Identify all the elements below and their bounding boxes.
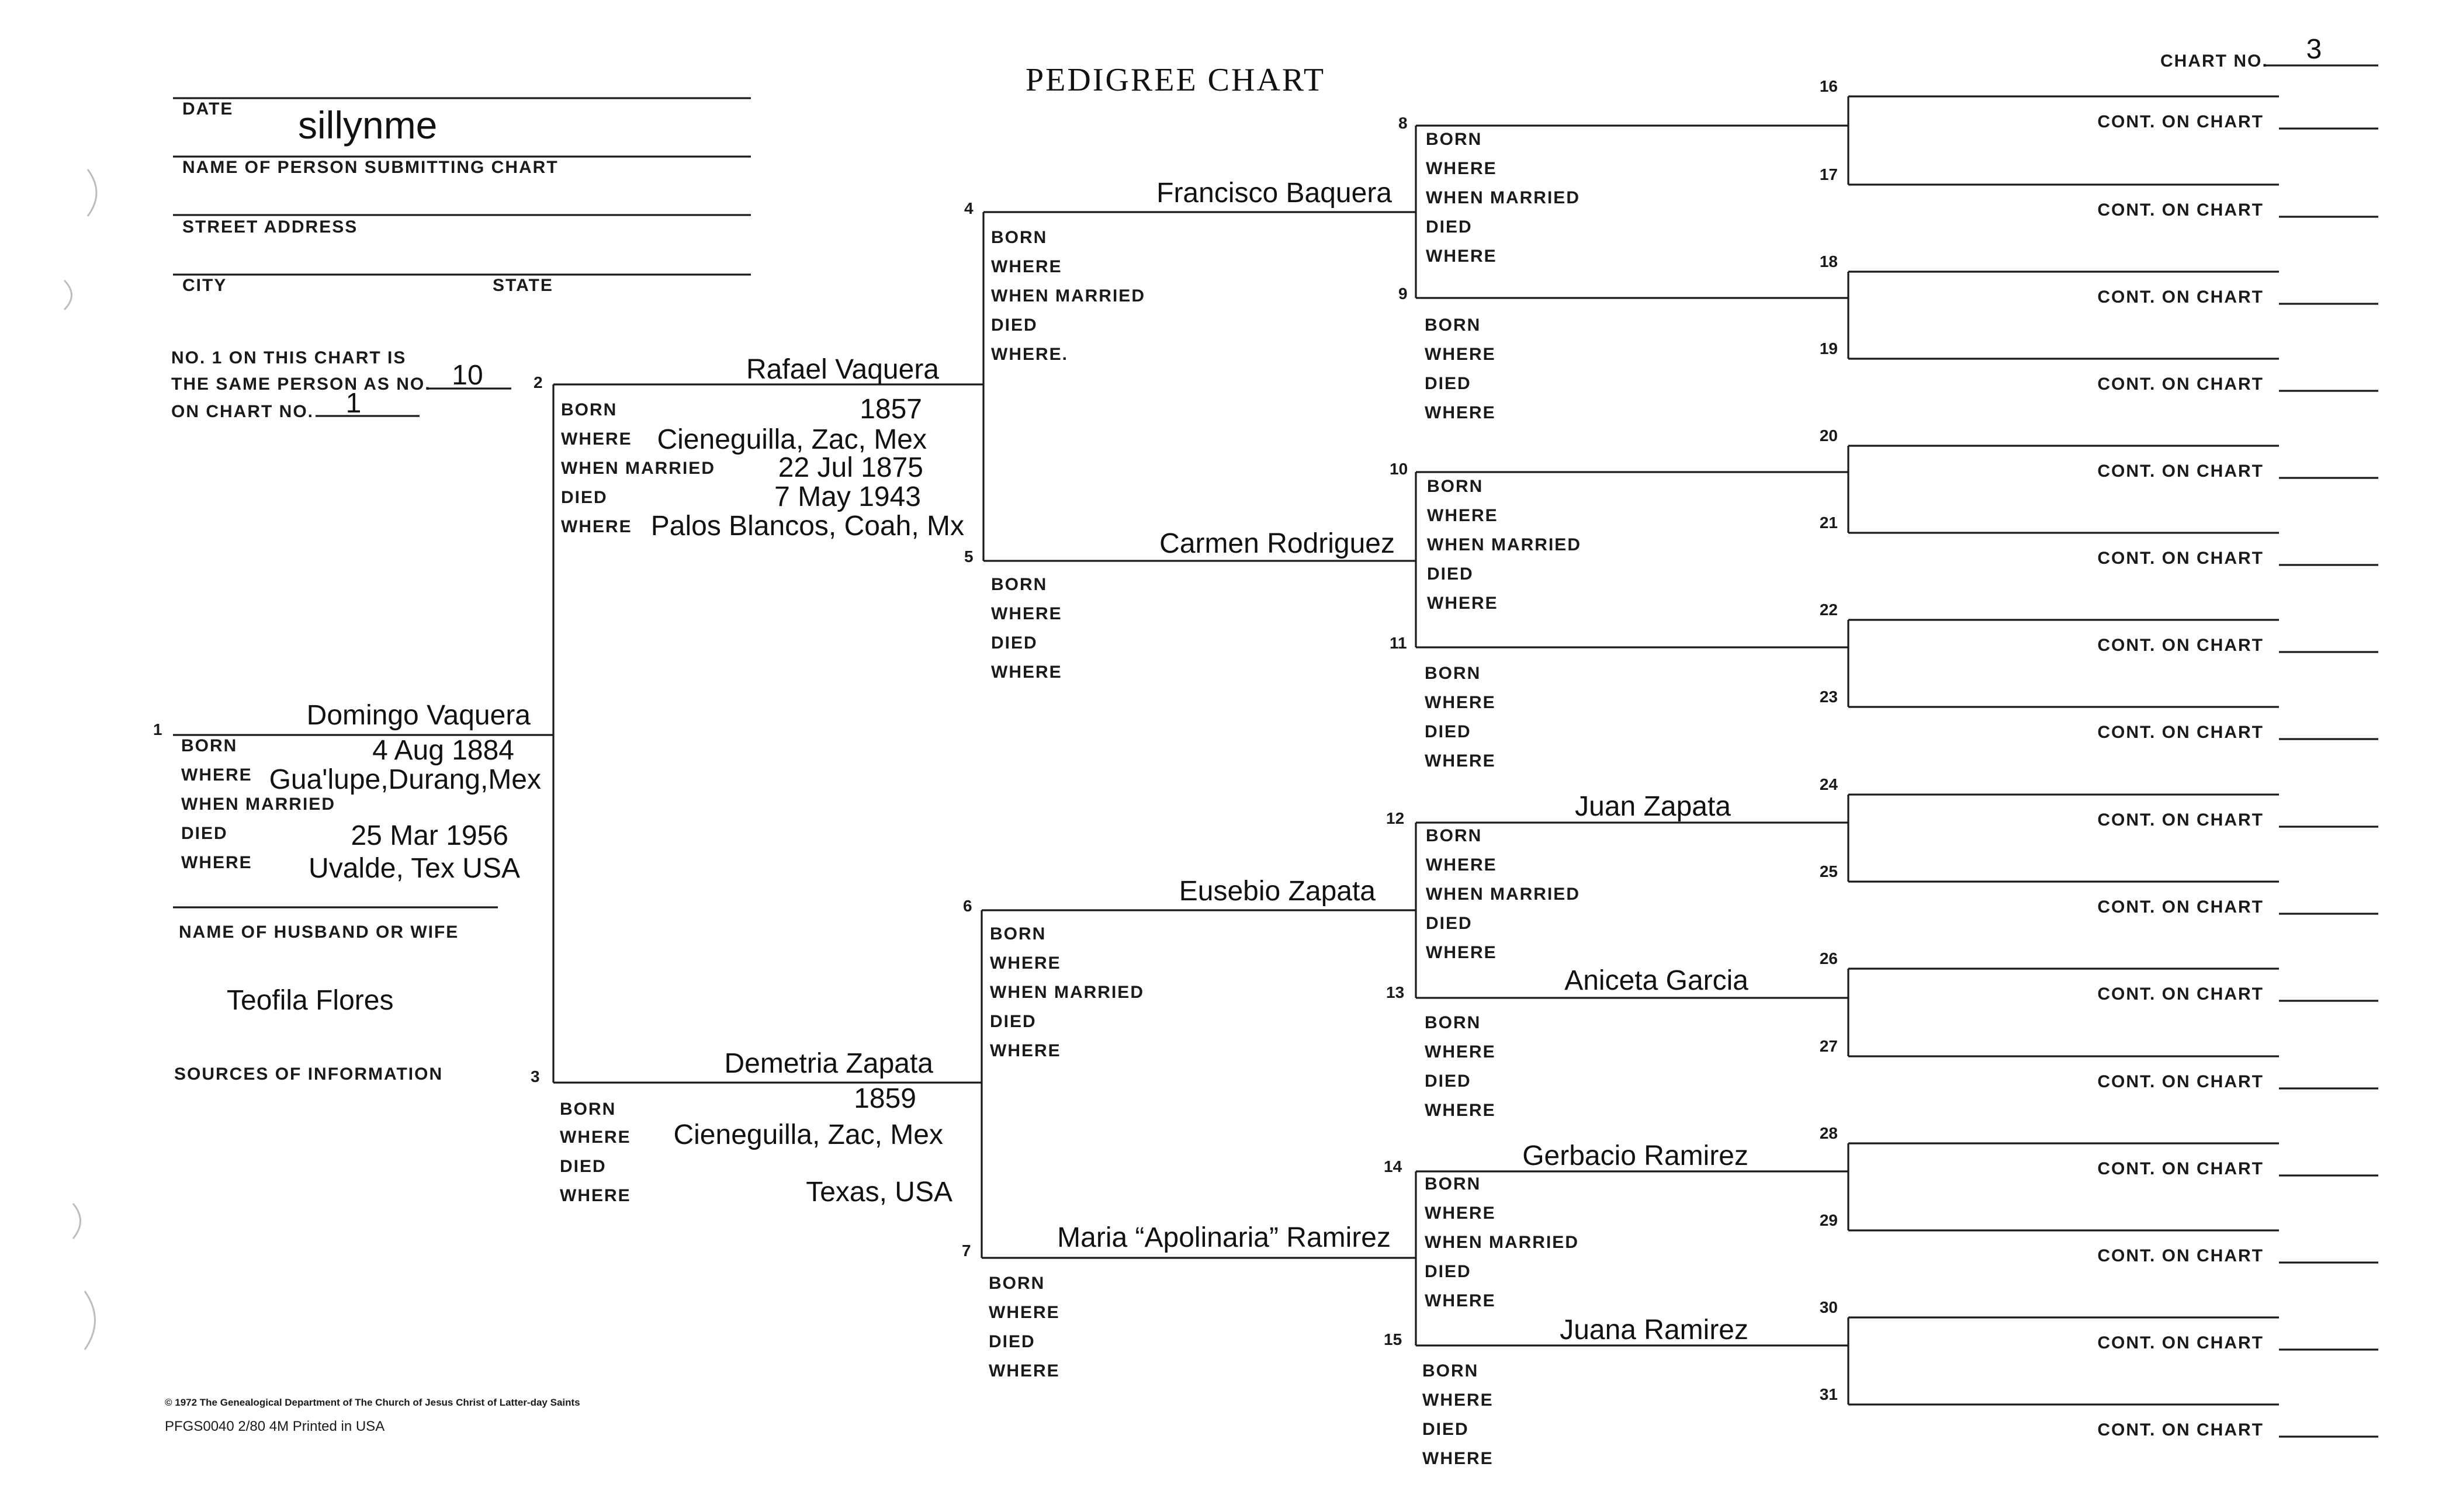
spouse-name[interactable]: Teofila Flores: [227, 985, 394, 1016]
cont-on-chart-label: CONT. ON CHART: [2097, 723, 2264, 742]
where-label: WHERE: [991, 604, 1062, 623]
died-label: DIED: [1425, 1262, 1471, 1281]
where-label: WHERE: [1427, 506, 1498, 525]
when-married-label: WHEN MARRIED: [990, 983, 1144, 1002]
died-label: DIED: [1425, 374, 1471, 393]
binder-hole-mark: [64, 280, 72, 310]
person-number: 11: [1390, 634, 1407, 652]
person-6-name[interactable]: Eusebio Zapata: [1179, 876, 1376, 907]
person-number: 9: [1398, 285, 1408, 303]
died-label: DIED: [1425, 1071, 1471, 1091]
same-person-number[interactable]: 10: [452, 360, 483, 391]
cont-on-chart-label: CONT. ON CHART: [2097, 200, 2264, 220]
page-title: PEDIGREE CHART: [1026, 62, 1326, 98]
person-number: 14: [1384, 1157, 1402, 1175]
born-label: BORN: [990, 924, 1047, 944]
person-number: 23: [1819, 688, 1838, 706]
where-label: WHERE: [991, 663, 1062, 682]
person-2-born-date[interactable]: 1857: [860, 394, 922, 425]
died-label: DIED: [1422, 1420, 1469, 1439]
died-label: DIED: [1427, 564, 1474, 584]
where-label: WHERE: [561, 517, 632, 536]
person-2-married-date[interactable]: 22 Jul 1875: [778, 452, 923, 483]
died-label: DIED: [990, 1012, 1037, 1031]
date-label: DATE: [182, 99, 234, 119]
binder-hole-mark: [88, 169, 96, 216]
born-label: BORN: [181, 736, 238, 755]
same-person-chart-no[interactable]: 1: [345, 388, 362, 419]
where-label: WHERE: [1425, 1101, 1496, 1120]
person-12-name[interactable]: Juan Zapata: [1575, 791, 1731, 822]
person-number: 10: [1390, 460, 1408, 478]
person-number: 16: [1819, 77, 1838, 95]
born-label: BORN: [1426, 130, 1482, 149]
died-label: DIED: [181, 824, 228, 843]
where-label: WHERE: [1425, 1042, 1496, 1062]
person-number: 8: [1398, 114, 1408, 132]
person-number: 6: [963, 897, 972, 915]
born-label: BORN: [991, 575, 1048, 594]
person-number: 17: [1819, 165, 1838, 183]
submitter-label: NAME OF PERSON SUBMITTING CHART: [182, 158, 559, 177]
died-label: DIED: [560, 1157, 607, 1176]
cont-on-chart-label: CONT. ON CHART: [2097, 810, 2264, 830]
where-label: WHERE: [990, 1041, 1061, 1060]
born-label: BORN: [1425, 1013, 1481, 1032]
born-label: BORN: [991, 228, 1048, 247]
cont-on-chart-label: CONT. ON CHART: [2097, 984, 2264, 1004]
person-2-name[interactable]: Rafael Vaquera: [746, 354, 939, 385]
when-married-label: WHEN MARRIED: [1426, 188, 1580, 207]
when-married-label: WHEN MARRIED: [181, 795, 335, 814]
person-number: 28: [1819, 1124, 1838, 1142]
where-label: WHERE: [1426, 247, 1497, 266]
when-married-label: WHEN MARRIED: [561, 459, 715, 478]
person-number: 27: [1819, 1037, 1838, 1055]
where-label: WHERE: [1426, 943, 1497, 962]
person-2-died-place[interactable]: Palos Blancos, Coah, Mx: [650, 511, 964, 542]
person-3-name[interactable]: Demetria Zapata: [724, 1048, 933, 1079]
person-number: 3: [531, 1067, 540, 1086]
cont-on-chart-label: CONT. ON CHART: [2097, 112, 2264, 131]
person-number: 5: [964, 547, 974, 566]
person-number: 26: [1819, 949, 1838, 967]
when-married-label: WHEN MARRIED: [1427, 535, 1581, 554]
generation-5-slots: [1820, 77, 2378, 1440]
where-label: WHERE: [1427, 594, 1498, 613]
person-5-name[interactable]: Carmen Rodriguez: [1159, 528, 1395, 559]
binder-hole-mark: [85, 1291, 95, 1350]
sources-label: SOURCES OF INFORMATION: [174, 1064, 444, 1084]
copyright-text: © 1972 The Genealogical Department of The Church of Jesus Christ of Latter-day Saints: [165, 1397, 580, 1408]
where-label: WHERE: [1425, 1291, 1496, 1310]
person-number: 12: [1386, 809, 1405, 827]
where-label: WHERE: [1422, 1390, 1494, 1410]
person-1-died-place[interactable]: Uvalde, Tex USA: [309, 853, 520, 884]
when-married-label: WHEN MARRIED: [1426, 885, 1580, 904]
person-13-name[interactable]: Aniceta Garcia: [1564, 965, 1748, 996]
where-label: WHERE: [1425, 1204, 1496, 1223]
born-label: BORN: [561, 400, 618, 419]
where-label: WHERE: [561, 429, 632, 449]
person-number: 4: [964, 199, 974, 217]
person-number: 21: [1819, 514, 1838, 532]
born-label: BORN: [989, 1274, 1045, 1293]
person-4-name[interactable]: Francisco Baquera: [1156, 178, 1392, 209]
died-label: DIED: [991, 633, 1038, 653]
person-1-born-date[interactable]: 4 Aug 1884: [372, 735, 514, 766]
same-person-line2: THE SAME PERSON AS NO.: [171, 374, 431, 394]
born-label: BORN: [1425, 315, 1481, 335]
where-label: WHERE: [1425, 751, 1496, 771]
born-label: BORN: [560, 1100, 616, 1119]
person-number: 29: [1819, 1211, 1838, 1229]
cont-on-chart-label: CONT. ON CHART: [2097, 1333, 2264, 1353]
person-1-name[interactable]: Domingo Vaquera: [306, 700, 531, 731]
where-label: WHERE: [991, 257, 1062, 276]
cont-on-chart-label: CONT. ON CHART: [2097, 462, 2264, 481]
person-15-name[interactable]: Juana Ramirez: [1560, 1315, 1748, 1345]
cont-on-chart-label: CONT. ON CHART: [2097, 549, 2264, 568]
person-number: 13: [1386, 983, 1405, 1001]
where-label: WHERE: [560, 1186, 631, 1205]
person-number: 31: [1819, 1385, 1838, 1403]
person-3-died-place[interactable]: Texas, USA: [806, 1177, 952, 1208]
person-number: 7: [962, 1241, 971, 1260]
where-label: WHERE: [990, 953, 1061, 973]
where-label: WHERE: [1425, 345, 1496, 364]
cont-on-chart-label: CONT. ON CHART: [2097, 1159, 2264, 1178]
person-14-name[interactable]: Gerbacio Ramirez: [1522, 1140, 1748, 1171]
person-number: 2: [534, 373, 543, 391]
born-label: BORN: [1425, 664, 1481, 683]
died-label: DIED: [1426, 217, 1473, 237]
form-code-text: PFGS0040 2/80 4M Printed in USA: [165, 1419, 385, 1434]
born-label: BORN: [1425, 1174, 1481, 1194]
where-label: WHERE: [1422, 1449, 1494, 1468]
when-married-label: WHEN MARRIED: [991, 286, 1145, 306]
where-label: WHERE: [181, 853, 252, 872]
died-label: DIED: [1426, 914, 1473, 933]
died-label: DIED: [991, 315, 1038, 335]
died-label: DIED: [1425, 722, 1471, 741]
chart-no-value[interactable]: 3: [2306, 34, 2322, 65]
person-2-born-place[interactable]: Cieneguilla, Zac, Mex: [657, 424, 927, 455]
person-number: 19: [1819, 339, 1838, 358]
where-label: WHERE: [989, 1303, 1060, 1322]
same-person-line3: ON CHART NO.: [171, 402, 314, 421]
chart-no-label: CHART NO.: [2160, 51, 2268, 71]
where-label: WHERE: [181, 765, 252, 785]
born-label: BORN: [1426, 826, 1482, 845]
person-3-born-place[interactable]: Cieneguilla, Zac, Mex: [673, 1119, 943, 1150]
where-label: WHERE: [1425, 403, 1496, 422]
person-2-died-date[interactable]: 7 May 1943: [774, 481, 921, 512]
spouse-label: NAME OF HUSBAND OR WIFE: [179, 923, 459, 942]
person-number: 1: [153, 720, 162, 738]
where-label: WHERE: [1426, 855, 1497, 875]
person-number: 15: [1384, 1330, 1402, 1348]
cont-on-chart-label: CONT. ON CHART: [2097, 897, 2264, 917]
where-label: WHERE: [989, 1361, 1060, 1381]
person-number: 30: [1819, 1298, 1838, 1316]
cont-on-chart-label: CONT. ON CHART: [2097, 1072, 2264, 1091]
person-1-born-place[interactable]: Gua'lupe,Durang,Mex: [269, 764, 541, 795]
where-label: WHERE: [1426, 159, 1497, 178]
cont-on-chart-label: CONT. ON CHART: [2097, 1420, 2264, 1440]
died-label: DIED: [561, 488, 608, 507]
city-label: CITY: [182, 276, 227, 295]
cont-on-chart-label: CONT. ON CHART: [2097, 1246, 2264, 1265]
street-label: STREET ADDRESS: [182, 217, 358, 237]
where-label: WHERE.: [991, 345, 1068, 364]
where-label: WHERE: [1425, 693, 1496, 712]
where-label: WHERE: [560, 1128, 631, 1147]
cont-on-chart-label: CONT. ON CHART: [2097, 636, 2264, 655]
born-label: BORN: [1422, 1361, 1479, 1381]
person-number: 24: [1819, 775, 1838, 793]
person-number: 25: [1819, 862, 1838, 880]
person-3-born-date[interactable]: 1859: [854, 1083, 916, 1114]
person-number: 22: [1819, 601, 1838, 619]
died-label: DIED: [989, 1332, 1035, 1351]
same-person-line1: NO. 1 ON THIS CHART IS: [171, 348, 407, 367]
state-label: STATE: [493, 276, 553, 295]
person-number: 20: [1819, 426, 1838, 445]
person-number: 18: [1819, 252, 1838, 271]
person-7-name[interactable]: Maria “Apolinaria” Ramirez: [1057, 1222, 1391, 1253]
person-1-died-date[interactable]: 25 Mar 1956: [351, 820, 508, 851]
cont-on-chart-label: CONT. ON CHART: [2097, 287, 2264, 307]
when-married-label: WHEN MARRIED: [1425, 1233, 1579, 1252]
born-label: BORN: [1427, 477, 1484, 496]
binder-hole-mark: [73, 1204, 81, 1239]
date-value[interactable]: sillynme: [298, 103, 438, 147]
cont-on-chart-label: CONT. ON CHART: [2097, 374, 2264, 394]
